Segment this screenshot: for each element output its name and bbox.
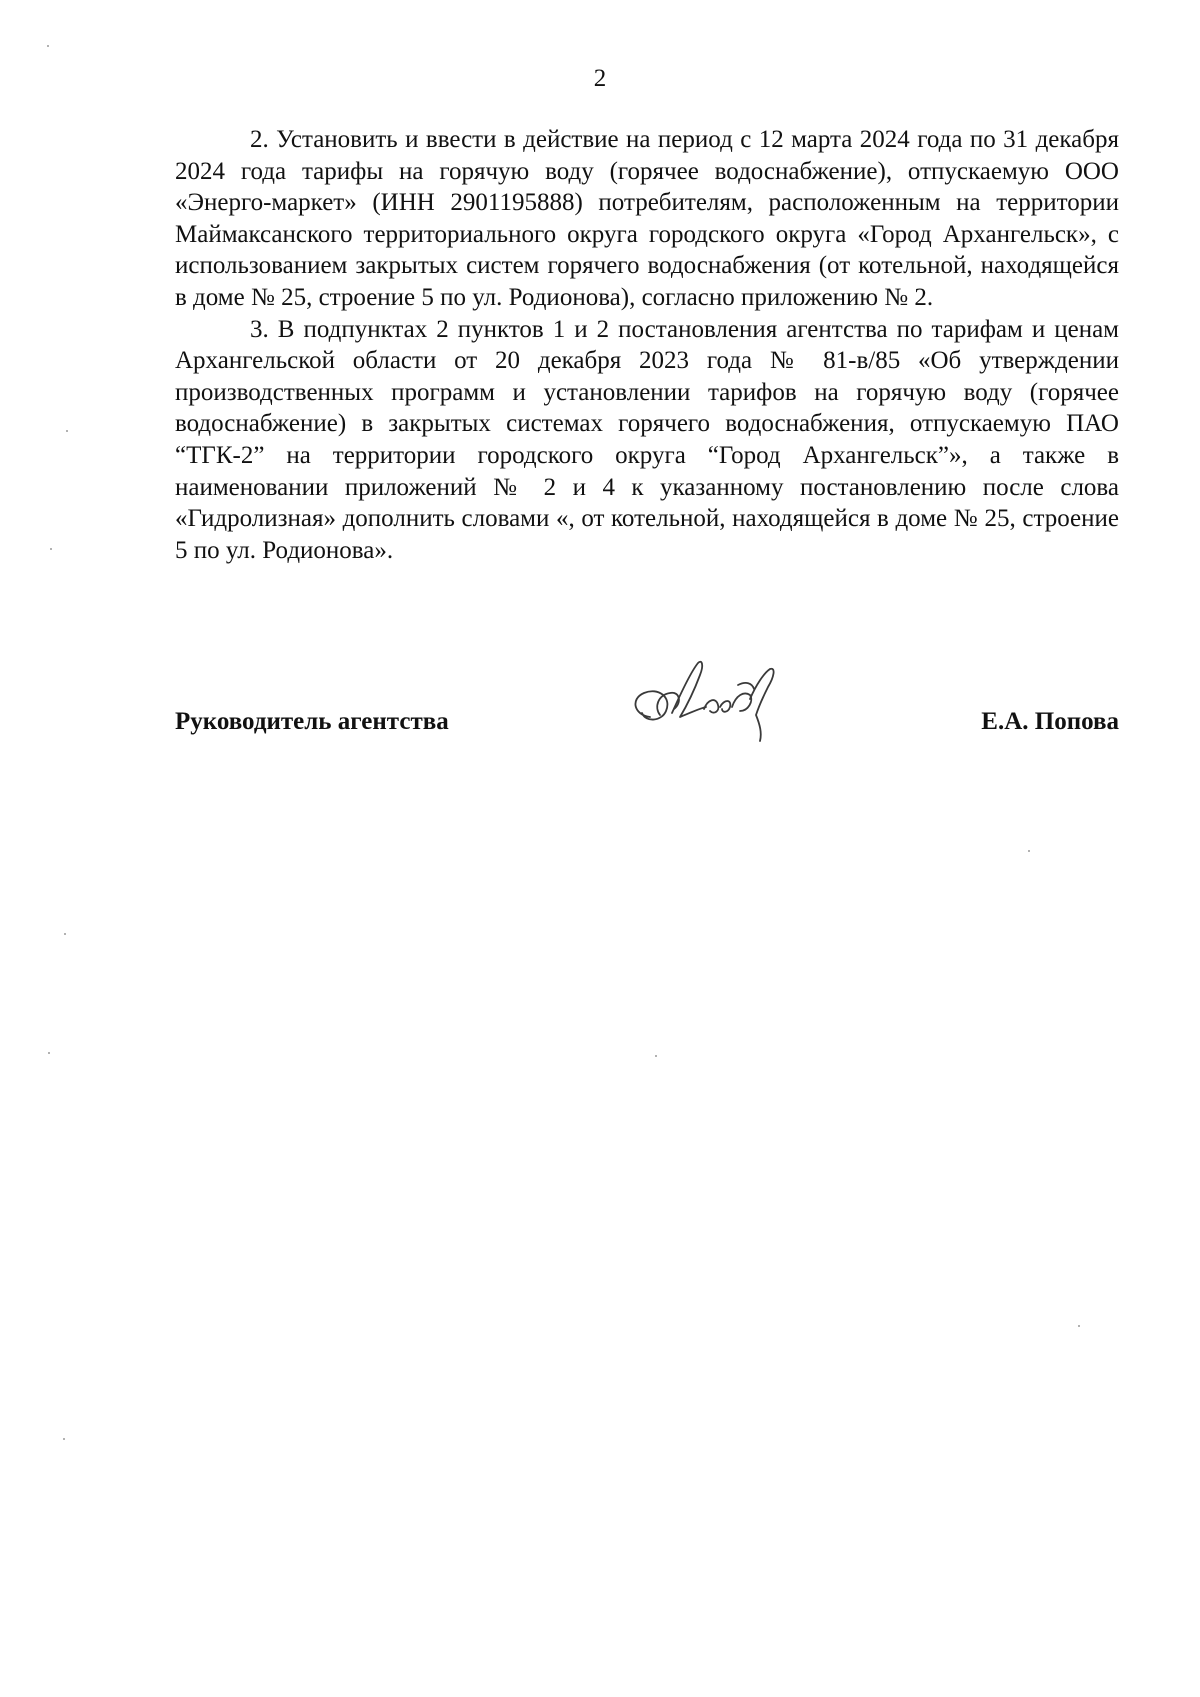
scan-speck: [48, 1052, 50, 1054]
paragraph-item-3: 3. В подпунктах 2 пунктов 1 и 2 постановления агентства по тарифам и ценам Архангельской области от 20 декабря 2023 года № 81-в/85 «Об утверждении производственных программ и установлении тарифов на горячую воду (горячее водоснабжение) в закрытых системах горячего водоснабжения, отпускаемую ПАО “ТГК-2” на территории городского округа “Город Архангельск”», а также в наименовании приложений № 2 и 4 к указанному постановлению после слова «Гидролизная» дополнить словами «, от котельной, находящейся в доме № 25, строение 5 по ул. Родионова».: [175, 315, 1119, 564]
scan-speck: [1028, 850, 1030, 852]
scan-speck: [47, 45, 49, 47]
scan-speck: [64, 933, 66, 935]
signatory-name: Е.А. Попова: [981, 708, 1119, 735]
signatory-role: Руководитель агентства: [175, 708, 449, 735]
page-number: 2: [593, 65, 607, 92]
scan-speck: [1078, 1325, 1080, 1327]
paragraph-item-2: 2. Установить и ввести в действие на период с 12 марта 2024 года по 31 декабря 2024 года тарифы на горячую воду (горячее водоснабжение), отпускаемую ООО «Энерго-маркет» (ИНН 2901195888) потребителям, расположенным на территории Маймаксанского территориального округа городского округа «Город Архангельск», с использованием закрытых систем горячего водоснабжения (от котельной, находящейся в доме № 25, строение 5 по ул. Родионова), согласно приложению № 2.: [175, 126, 1119, 311]
scan-speck: [63, 1438, 65, 1440]
scan-speck: [655, 1055, 657, 1057]
scan-speck: [66, 430, 68, 432]
signature-block: [175, 655, 1119, 755]
document-body: [175, 124, 1119, 566]
handwritten-signature-icon: [620, 655, 795, 750]
scan-speck: [50, 548, 52, 550]
